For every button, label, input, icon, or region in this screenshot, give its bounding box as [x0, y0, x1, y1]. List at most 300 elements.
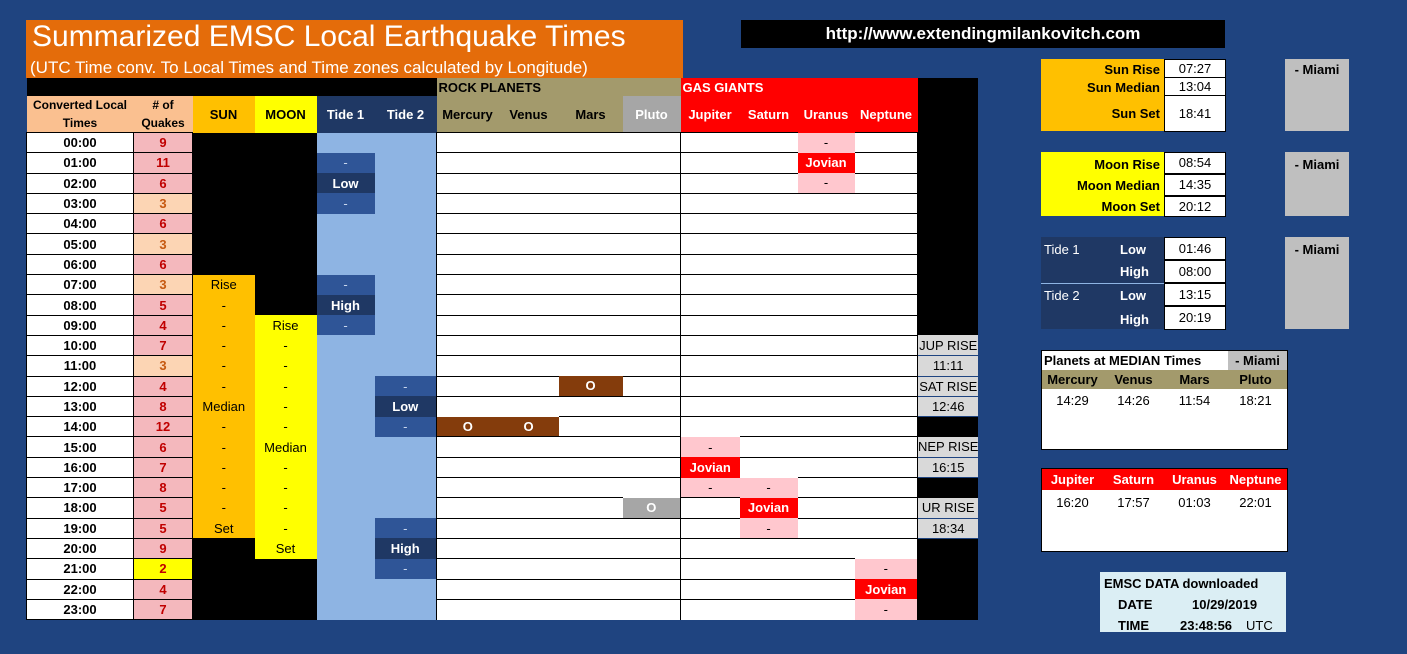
pluto-cell — [623, 214, 681, 234]
tide1-cell — [317, 356, 375, 376]
neptune-cell — [855, 457, 918, 477]
hour: 15 — [63, 439, 78, 455]
jupiter-cell — [681, 214, 740, 234]
moon-cell: - — [255, 335, 317, 355]
quake-count: 3 — [134, 234, 193, 254]
hour: 17 — [63, 480, 78, 496]
time-cell — [27, 133, 134, 153]
emsc-timezone: UTC — [1246, 618, 1273, 633]
table-row — [27, 335, 979, 355]
time-cell — [27, 153, 134, 173]
tide2-cell — [375, 153, 437, 173]
uranus-cell — [798, 457, 855, 477]
table-row — [27, 457, 979, 477]
quake-count: 2 — [134, 559, 193, 579]
sun-set-value: 18:41 — [1178, 106, 1212, 121]
col-tide2: Tide 2 — [375, 96, 437, 133]
hour: 08 — [63, 297, 78, 313]
sun-location: - Miami — [1294, 62, 1340, 77]
hour: 01 — [63, 155, 78, 171]
table-row — [27, 295, 979, 315]
mercury-cell — [437, 153, 499, 173]
minute: :00 — [77, 459, 97, 475]
venus-cell — [499, 457, 559, 477]
minute: :00 — [77, 196, 97, 212]
tide2-cell: - — [375, 559, 437, 579]
gas-giant-name-3: Neptune — [1229, 472, 1282, 487]
tide-location-box — [1285, 237, 1349, 329]
saturn-cell — [740, 214, 798, 234]
sun-cell: - — [193, 457, 255, 477]
jupiter-cell — [681, 498, 740, 518]
uranus-cell — [798, 559, 855, 579]
table-row — [27, 579, 979, 599]
moon-cell — [255, 234, 317, 254]
moon-cell — [255, 133, 317, 153]
blank-right-header — [918, 78, 979, 96]
sun-cell — [193, 193, 255, 213]
neptune-cell — [855, 315, 918, 335]
sun-cell — [193, 173, 255, 193]
pluto-cell — [623, 579, 681, 599]
neptune-cell — [855, 133, 918, 153]
quake-count: 9 — [134, 133, 193, 153]
uranus-cell — [798, 498, 855, 518]
venus-cell — [499, 133, 559, 153]
venus-cell — [499, 437, 559, 457]
saturn-cell — [740, 599, 798, 619]
jupiter-cell: - — [681, 437, 740, 457]
rise-info-cell — [918, 478, 979, 498]
minute: :00 — [77, 500, 97, 516]
mercury-cell — [437, 396, 499, 416]
quake-count: 7 — [134, 335, 193, 355]
sun-cell: - — [193, 356, 255, 376]
col-converted-times-line1: Converted Local — [32, 98, 128, 112]
pluto-cell — [623, 153, 681, 173]
mars-cell — [559, 518, 623, 538]
hour: 11 — [63, 358, 78, 374]
tide2-cell — [375, 275, 437, 295]
neptune-cell — [855, 234, 918, 254]
neptune-cell — [855, 254, 918, 274]
pluto-cell — [623, 133, 681, 153]
gas-giants-header: GAS GIANTS — [681, 78, 918, 96]
gas-giant-median-time-0: 16:20 — [1056, 495, 1089, 510]
time-cell — [27, 335, 134, 355]
quake-count: 9 — [134, 538, 193, 558]
table-row — [27, 396, 979, 416]
saturn-cell — [740, 538, 798, 558]
table-row — [27, 315, 979, 335]
col-mars: Mars — [559, 96, 623, 133]
saturn-cell — [740, 579, 798, 599]
group-header-row — [27, 78, 979, 96]
sun-cell — [193, 559, 255, 579]
time-cell — [27, 315, 134, 335]
hour: 19 — [63, 520, 78, 536]
neptune-cell — [855, 437, 918, 457]
mercury-cell — [437, 478, 499, 498]
quake-count: 6 — [134, 173, 193, 193]
tide1-cell — [317, 559, 375, 579]
venus-cell — [499, 559, 559, 579]
time-cell — [27, 295, 134, 315]
quake-count: 7 — [134, 457, 193, 477]
minute: :00 — [77, 581, 97, 597]
mars-cell — [559, 295, 623, 315]
tide1-cell — [317, 437, 375, 457]
venus-cell — [499, 234, 559, 254]
time-cell — [27, 457, 134, 477]
hour: 06 — [63, 256, 78, 272]
sun-median-label: Sun Median — [1087, 80, 1160, 95]
moon-cell: Median — [255, 437, 317, 457]
venus-cell — [499, 173, 559, 193]
gas-giant-median-time-3: 22:01 — [1239, 495, 1272, 510]
quake-count: 6 — [134, 214, 193, 234]
col-venus: Venus — [499, 96, 559, 133]
mars-cell — [559, 335, 623, 355]
minute: :00 — [77, 358, 97, 374]
uranus-cell — [798, 579, 855, 599]
quake-count: 7 — [134, 599, 193, 619]
rise-info-cell: NEP RISE — [918, 437, 979, 457]
pluto-cell — [623, 518, 681, 538]
emsc-time: 23:48:56 — [1180, 618, 1233, 633]
tide1-high-value: 08:00 — [1178, 264, 1212, 279]
pluto-cell — [623, 599, 681, 619]
rise-info-cell — [918, 579, 979, 599]
tide1-cell — [317, 538, 375, 558]
table-row — [27, 173, 979, 193]
mars-cell — [559, 559, 623, 579]
mars-cell — [559, 457, 623, 477]
moon-cell: Set — [255, 538, 317, 558]
uranus-cell: Jovian — [798, 153, 855, 173]
mars-cell — [559, 498, 623, 518]
mars-cell — [559, 133, 623, 153]
neptune-cell — [855, 295, 918, 315]
hour: 22 — [63, 581, 78, 597]
rise-info-cell: 18:34 — [918, 518, 979, 538]
jupiter-cell — [681, 275, 740, 295]
rise-info-cell — [918, 173, 979, 193]
mars-cell — [559, 579, 623, 599]
tide2-high-cell — [1164, 306, 1226, 330]
sun-cell — [193, 153, 255, 173]
gas-giant-name-2: Uranus — [1172, 472, 1217, 487]
rise-info-cell — [918, 193, 979, 213]
tide1-cell: - — [317, 315, 375, 335]
minute: :00 — [77, 236, 97, 252]
website-url[interactable]: http://www.extendingmilankovitch.com — [741, 20, 1225, 48]
tide1-label: Tide 1 — [1044, 242, 1080, 257]
time-cell — [27, 356, 134, 376]
mercury-cell — [437, 376, 499, 396]
tide2-label: Tide 2 — [1044, 288, 1080, 303]
mercury-cell — [437, 315, 499, 335]
minute: :00 — [77, 277, 97, 293]
rock-planets-header: ROCK PLANETS — [437, 78, 681, 96]
sun-rise-value: 07:27 — [1178, 61, 1212, 76]
hour: 04 — [63, 216, 78, 232]
pluto-cell: O — [623, 498, 681, 518]
hour: 20 — [63, 541, 78, 557]
col-jupiter: Jupiter — [681, 96, 740, 133]
jupiter-cell — [681, 579, 740, 599]
venus-cell — [499, 356, 559, 376]
neptune-cell: - — [855, 599, 918, 619]
saturn-cell — [740, 559, 798, 579]
venus-cell — [499, 193, 559, 213]
mars-cell — [559, 214, 623, 234]
mercury-cell — [437, 214, 499, 234]
minute: :00 — [77, 541, 97, 557]
minute: :00 — [77, 378, 97, 394]
tide2-cell — [375, 498, 437, 518]
moon-cell: - — [255, 498, 317, 518]
uranus-cell — [798, 376, 855, 396]
col-quakes — [134, 96, 193, 133]
table-row — [27, 478, 979, 498]
col-saturn: Saturn — [740, 96, 798, 133]
moon-cell: - — [255, 356, 317, 376]
venus-cell — [499, 478, 559, 498]
tide2-cell — [375, 356, 437, 376]
tide2-cell — [375, 579, 437, 599]
jupiter-cell — [681, 315, 740, 335]
tide1-cell: Low — [317, 173, 375, 193]
saturn-cell — [740, 295, 798, 315]
rock-planet-name-2: Mars — [1179, 372, 1210, 387]
uranus-cell — [798, 599, 855, 619]
sun-cell: - — [193, 335, 255, 355]
pluto-cell — [623, 538, 681, 558]
sun-median-value-cell — [1164, 77, 1226, 96]
time-cell — [27, 599, 134, 619]
tide2-cell — [375, 437, 437, 457]
minute: :00 — [77, 135, 97, 151]
col-tide1: Tide 1 — [317, 96, 375, 133]
moon-location: - Miami — [1294, 157, 1340, 172]
col-neptune: Neptune — [855, 96, 918, 133]
emsc-title: EMSC DATA downloaded — [1104, 576, 1259, 591]
rise-info-cell — [918, 275, 979, 295]
rise-info-cell: 16:15 — [918, 457, 979, 477]
neptune-cell — [855, 498, 918, 518]
moon-set-value-cell — [1164, 196, 1226, 217]
venus-cell — [499, 153, 559, 173]
mars-cell — [559, 234, 623, 254]
tide2-cell: High — [375, 538, 437, 558]
jupiter-cell — [681, 396, 740, 416]
sun-cell: Median — [193, 396, 255, 416]
venus-cell — [499, 396, 559, 416]
mercury-cell — [437, 437, 499, 457]
sun-cell: - — [193, 417, 255, 437]
sun-rise-value-cell — [1164, 59, 1226, 78]
minute: :00 — [77, 480, 97, 496]
neptune-cell — [855, 193, 918, 213]
hour: 13 — [63, 399, 78, 414]
sun-cell: Set — [193, 518, 255, 538]
sun-cell — [193, 214, 255, 234]
venus-cell — [499, 275, 559, 295]
earthquake-times-table — [26, 78, 978, 620]
minute: :00 — [77, 297, 97, 313]
neptune-cell — [855, 153, 918, 173]
time-cell — [27, 234, 134, 254]
col-pluto: Pluto — [623, 96, 681, 133]
moon-set-label: Moon Set — [1101, 199, 1160, 214]
time-cell — [27, 417, 134, 437]
tide-divider — [1041, 283, 1164, 284]
tide1-high-label: High — [1120, 264, 1149, 279]
tide2-cell: - — [375, 417, 437, 437]
mars-cell — [559, 599, 623, 619]
tide2-cell — [375, 457, 437, 477]
mercury-cell: O — [437, 417, 499, 437]
table-row — [27, 275, 979, 295]
mars-cell — [559, 538, 623, 558]
hour: 03 — [63, 196, 78, 212]
quake-count: 3 — [134, 356, 193, 376]
mars-cell — [559, 478, 623, 498]
sun-cell: - — [193, 437, 255, 457]
gas-giant-median-time-2: 01:03 — [1178, 495, 1211, 510]
col-converted-times-line2: Times — [62, 116, 98, 130]
hour: 14 — [63, 419, 78, 435]
pluto-cell — [623, 234, 681, 254]
tide1-cell — [317, 133, 375, 153]
hour: 10 — [63, 338, 78, 354]
mercury-cell — [437, 234, 499, 254]
emsc-date: 10/29/2019 — [1192, 597, 1258, 612]
table-row — [27, 518, 979, 538]
uranus-cell: - — [798, 133, 855, 153]
tide1-cell — [317, 335, 375, 355]
pluto-cell — [623, 315, 681, 335]
table-row — [27, 356, 979, 376]
time-cell — [27, 478, 134, 498]
moon-median-value: 14:35 — [1178, 177, 1212, 192]
planets-median-panel — [1041, 350, 1288, 450]
pluto-cell — [623, 193, 681, 213]
neptune-cell — [855, 173, 918, 193]
rise-info-cell — [918, 599, 979, 619]
jupiter-cell — [681, 356, 740, 376]
uranus-cell — [798, 295, 855, 315]
moon-cell — [255, 214, 317, 234]
tide-location: - Miami — [1294, 242, 1340, 257]
title-banner — [26, 20, 683, 78]
saturn-cell — [740, 315, 798, 335]
time-cell — [27, 376, 134, 396]
sun-set-label: Sun Set — [1111, 106, 1160, 121]
pluto-cell — [623, 254, 681, 274]
tide1-cell — [317, 457, 375, 477]
uranus-cell — [798, 214, 855, 234]
pluto-cell — [623, 417, 681, 437]
tide2-cell — [375, 254, 437, 274]
saturn-cell — [740, 153, 798, 173]
sun-cell — [193, 234, 255, 254]
neptune-cell — [855, 396, 918, 416]
pluto-cell — [623, 376, 681, 396]
col-mercury: Mercury — [437, 96, 499, 133]
tide2-cell — [375, 599, 437, 619]
moon-median-value-cell — [1164, 174, 1226, 196]
saturn-cell — [740, 133, 798, 153]
tide1-cell: High — [317, 295, 375, 315]
moon-cell: - — [255, 396, 317, 416]
tide2-low-cell — [1164, 283, 1226, 306]
mercury-cell — [437, 599, 499, 619]
time-cell — [27, 498, 134, 518]
jupiter-cell: - — [681, 478, 740, 498]
table-row — [27, 376, 979, 396]
page-title: Summarized EMSC Local Earthquake Times — [32, 20, 626, 53]
mars-cell — [559, 437, 623, 457]
time-cell — [27, 538, 134, 558]
saturn-cell — [740, 193, 798, 213]
pluto-cell — [623, 275, 681, 295]
rise-info-cell — [918, 153, 979, 173]
pluto-cell — [623, 396, 681, 416]
rock-planet-name-0: Mercury — [1047, 372, 1098, 387]
emsc-date-label: DATE — [1118, 597, 1153, 612]
mars-cell — [559, 193, 623, 213]
jupiter-cell — [681, 153, 740, 173]
sun-cell: - — [193, 498, 255, 518]
sun-cell: - — [193, 478, 255, 498]
rock-planet-median-time-2: 11:54 — [1178, 393, 1211, 408]
mercury-cell — [437, 295, 499, 315]
jupiter-cell: Jovian — [681, 457, 740, 477]
jupiter-cell — [681, 254, 740, 274]
tide2-cell — [375, 193, 437, 213]
minute: :00 — [77, 216, 97, 232]
sun-set-value-cell — [1164, 95, 1226, 132]
neptune-cell — [855, 538, 918, 558]
venus-cell — [499, 254, 559, 274]
rock-planet-median-time-3: 18:21 — [1239, 393, 1272, 408]
uranus-cell — [798, 315, 855, 335]
rise-info-cell — [918, 214, 979, 234]
moon-cell — [255, 295, 317, 315]
quake-count: 4 — [134, 315, 193, 335]
hour: 21 — [63, 561, 78, 577]
tide2-cell: Low — [375, 396, 437, 416]
tide2-high-label: High — [1120, 312, 1149, 327]
mercury-cell — [437, 254, 499, 274]
uranus-cell: - — [798, 173, 855, 193]
mars-cell — [559, 315, 623, 335]
moon-cell — [255, 599, 317, 619]
time-cell — [27, 275, 134, 295]
rise-info-cell — [918, 295, 979, 315]
tide1-low-cell — [1164, 237, 1226, 260]
moon-cell — [255, 153, 317, 173]
saturn-cell — [740, 417, 798, 437]
tide1-cell — [317, 599, 375, 619]
jupiter-cell — [681, 193, 740, 213]
mars-cell — [559, 275, 623, 295]
neptune-cell: Jovian — [855, 579, 918, 599]
sun-cell: - — [193, 315, 255, 335]
uranus-cell — [798, 234, 855, 254]
